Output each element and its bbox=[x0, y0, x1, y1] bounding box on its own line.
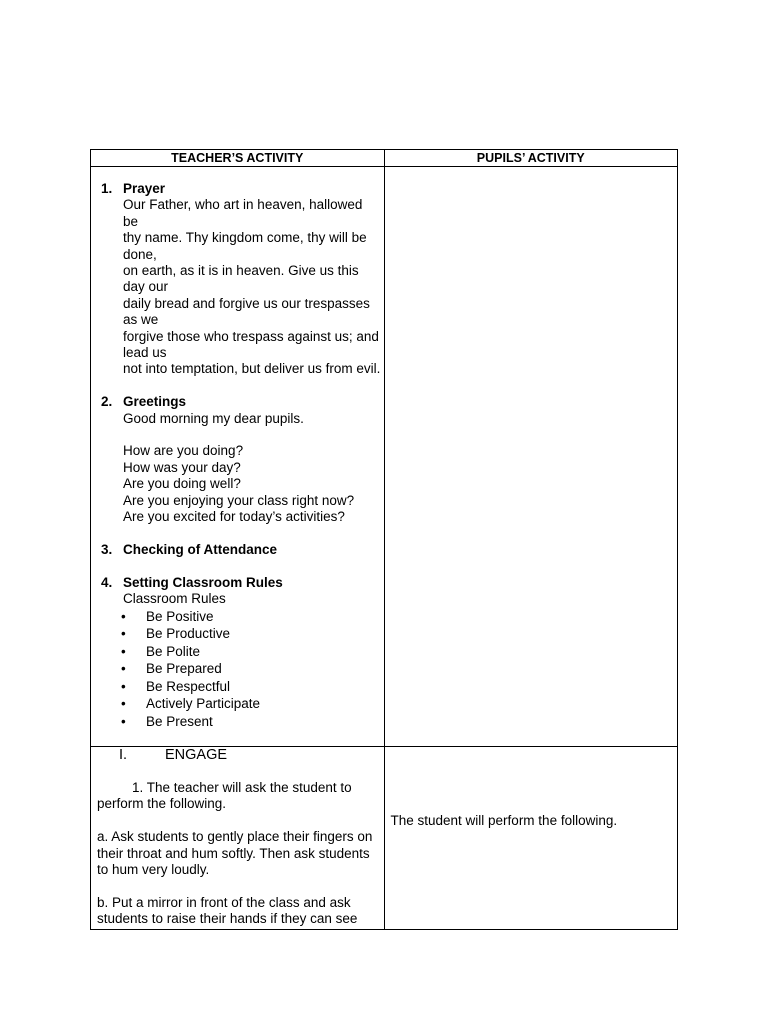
item-number: 1. bbox=[101, 181, 113, 196]
engage-title: ENGAGE bbox=[165, 747, 228, 763]
teacher-preliminary-cell bbox=[91, 167, 385, 747]
pupils-engage-cell bbox=[384, 747, 678, 930]
rule-item: • Be Prepared bbox=[121, 661, 222, 677]
attendance-title: Checking of Attendance bbox=[123, 541, 278, 557]
engage-instructions bbox=[97, 780, 379, 928]
engage-step-a: a. Ask students to gently place their fingers on their throat and hum softly. Then ask students to hum very loudly. bbox=[97, 829, 373, 878]
bullet-icon: • bbox=[121, 678, 126, 694]
teacher-engage-cell bbox=[91, 747, 385, 930]
list-item-attendance bbox=[101, 542, 381, 558]
pupils-preliminary-cell bbox=[384, 167, 678, 747]
engage-step-b: b. Put a mirror in front of the class and ask students to raise their hands if they can see bbox=[97, 894, 358, 927]
list-item-greetings bbox=[101, 394, 381, 525]
pupil-response: The student will perform the following. bbox=[390, 813, 618, 828]
greeting-question: Are you enjoying your class right now? bbox=[123, 492, 355, 508]
engage-numeral: I. bbox=[119, 747, 128, 763]
bullet-icon: • bbox=[121, 714, 126, 730]
bullet-icon: • bbox=[121, 643, 126, 659]
lesson-plan-table bbox=[90, 149, 678, 930]
table-header-row bbox=[91, 150, 678, 167]
prayer-line: Our Father, who art in heaven, hallowed be bbox=[123, 197, 363, 229]
engage-step-1: 1. The teacher will ask the student to perform the following. bbox=[97, 780, 352, 812]
list-item-prayer bbox=[101, 181, 381, 378]
greeting-question: How are you doing? bbox=[123, 443, 244, 459]
rules-title: Setting Classroom Rules bbox=[123, 574, 283, 590]
greeting-question: How was your day? bbox=[123, 459, 241, 475]
table-row-engage bbox=[91, 747, 678, 930]
prayer-line: daily bread and forgive us our trespasses as we bbox=[123, 295, 370, 328]
greetings-opening: Good morning my dear pupils. bbox=[123, 410, 304, 426]
classroom-rules-list bbox=[101, 608, 381, 731]
preliminary-activities-list bbox=[101, 181, 381, 731]
bullet-icon: • bbox=[121, 608, 126, 624]
rule-item: • Be Present bbox=[121, 714, 213, 730]
rule-item: • Be Productive bbox=[121, 626, 231, 642]
greeting-question: Are you doing well? bbox=[123, 476, 241, 492]
rule-item: • Be Positive bbox=[121, 608, 214, 624]
engage-heading bbox=[119, 747, 227, 764]
bullet-icon: • bbox=[121, 661, 126, 677]
list-item-classroom-rules bbox=[101, 575, 381, 608]
bullet-icon: • bbox=[121, 626, 126, 642]
prayer-line: on earth, as it is in heaven. Give us this day our bbox=[123, 263, 359, 295]
rule-item: • Be Polite bbox=[121, 643, 201, 659]
teacher-activity-header: TEACHER’S ACTIVITY bbox=[91, 150, 385, 167]
item-number: 2. bbox=[101, 394, 113, 410]
item-number: 3. bbox=[101, 541, 113, 557]
greetings-title: Greetings bbox=[123, 394, 187, 410]
prayer-title: Prayer bbox=[123, 181, 166, 196]
table-row-preliminary bbox=[91, 167, 678, 747]
bullet-icon: • bbox=[121, 696, 126, 712]
rule-item: • Be Respectful bbox=[121, 678, 231, 694]
prayer-line: forgive those who trespass against us; and lead us bbox=[123, 328, 379, 361]
item-number: 4. bbox=[101, 574, 113, 590]
pupils-activity-header: PUPILS’ ACTIVITY bbox=[384, 150, 678, 167]
rules-subtitle: Classroom Rules bbox=[123, 591, 226, 607]
prayer-line: not into temptation, but deliver us from evil. bbox=[123, 361, 381, 377]
rule-item: • Actively Participate bbox=[121, 696, 261, 712]
greeting-question: Are you excited for today’s activities? bbox=[123, 509, 345, 525]
prayer-line: thy name. Thy kingdom come, thy will be done, bbox=[123, 230, 367, 262]
